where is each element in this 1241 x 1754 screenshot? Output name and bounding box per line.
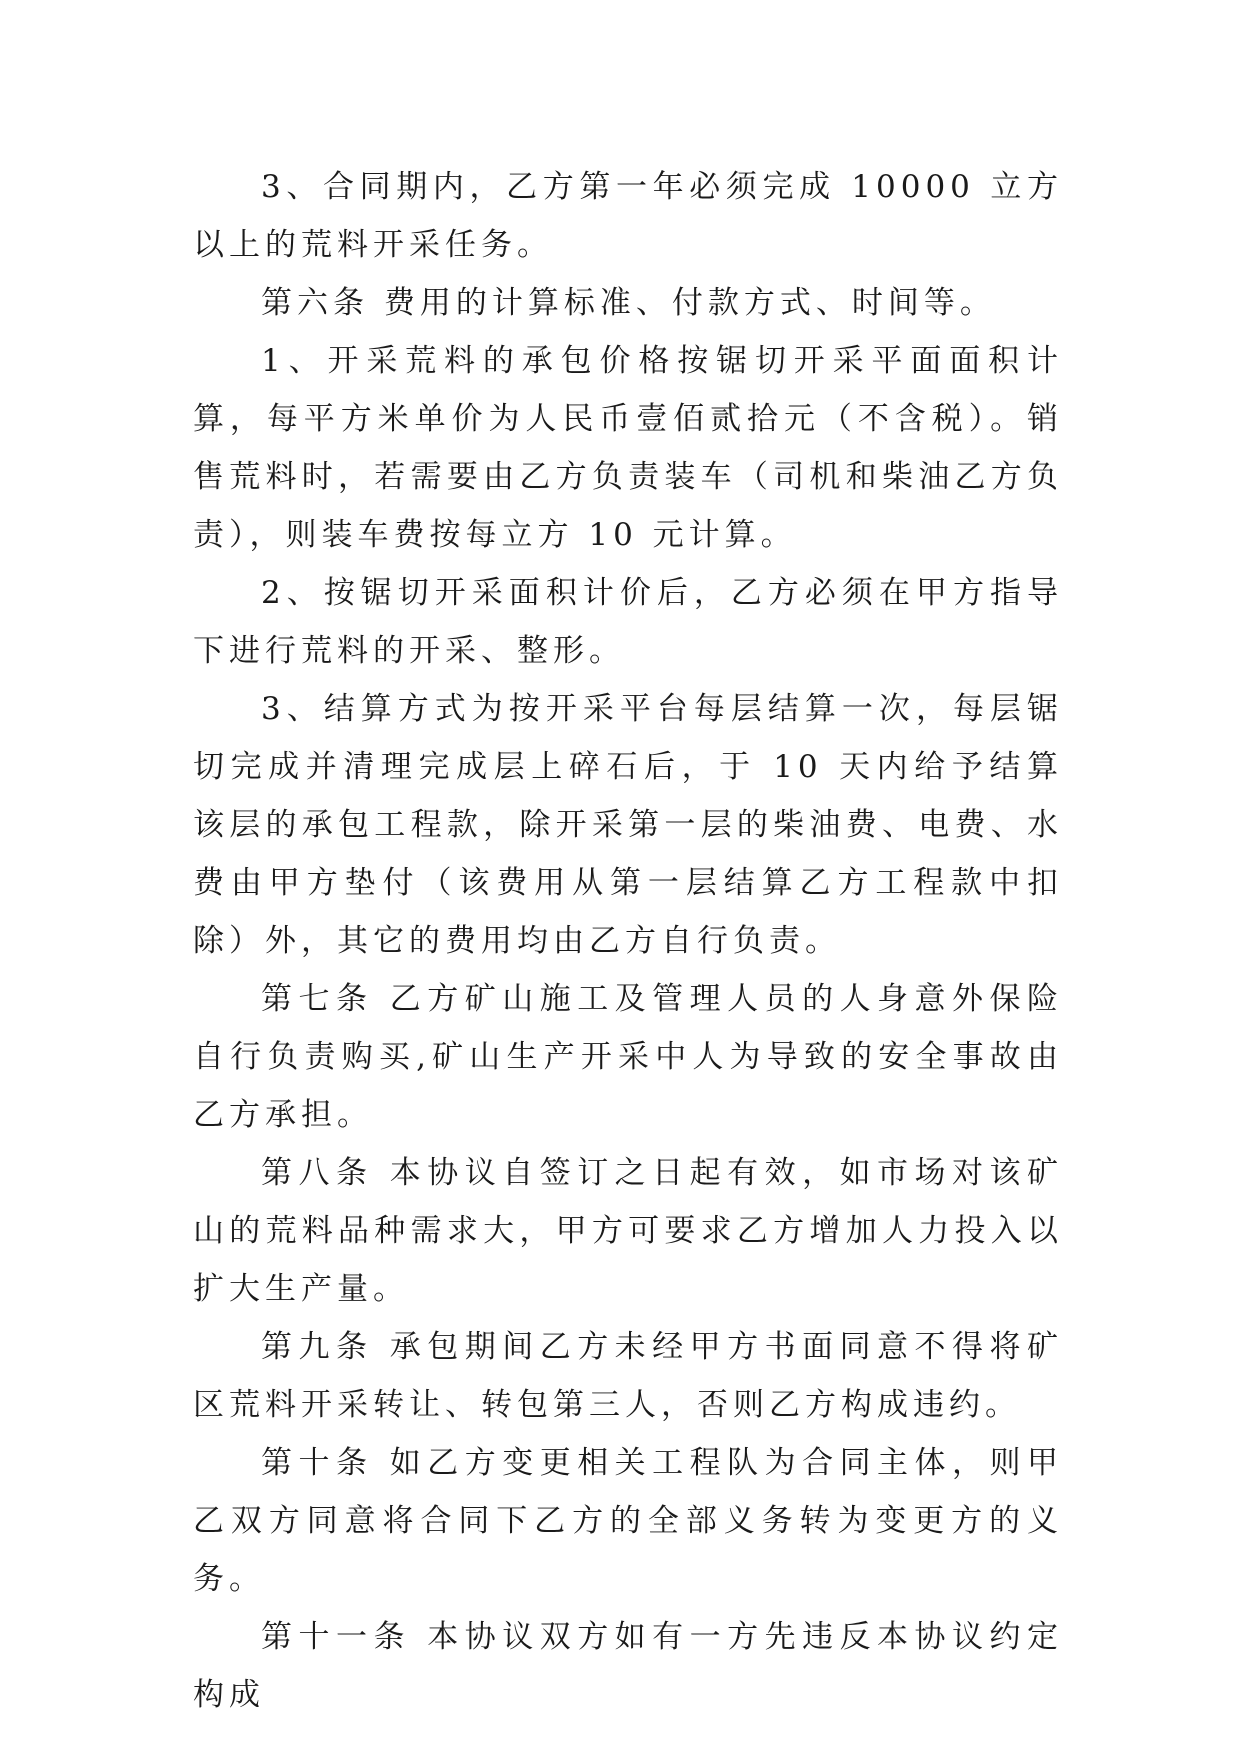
paragraph-article-9: 第九条 承包期间乙方未经甲方书面同意不得将矿区荒料开采转让、转包第三人，否则乙方构成违约。	[193, 1329, 1063, 1423]
paragraph-article-6-2: 2、按锯切开采面积计价后，乙方必须在甲方指导下进行荒料的开采、整形。	[193, 575, 1063, 669]
paragraph-clause-5-3: 3、合同期内，乙方第一年必须完成 10000 立方以上的荒料开采任务。	[193, 169, 1063, 263]
paragraph-article-11: 第十一条 本协议双方如有一方先违反本协议约定构成	[193, 1619, 1063, 1713]
paragraph-article-10: 第十条 如乙方变更相关工程队为合同主体，则甲乙双方同意将合同下乙方的全部义务转为变更方的义务。	[193, 1445, 1063, 1597]
document-body	[193, 158, 1063, 1724]
paragraph-article-6-3: 3、结算方式为按开采平台每层结算一次，每层锯切完成并清理完成层上碎石后，于 10 天内给予结算该层的承包工程款，除开采第一层的柴油费、电费、水费由甲方垫付（该费用从第一层结算乙方工程款中扣除）外，其它的费用均由乙方自行负责。	[193, 691, 1063, 959]
paragraph-article-6-1: 1、开采荒料的承包价格按锯切开采平面面积计算，每平方米单价为人民币壹佰贰拾元（不含税）。销售荒料时，若需要由乙方负责装车（司机和柴油乙方负责），则装车费按每立方 10 元计算。	[193, 343, 1063, 553]
paragraph-article-8: 第八条 本协议自签订之日起有效，如市场对该矿山的荒料品种需求大，甲方可要求乙方增加人力投入以扩大生产量。	[193, 1155, 1063, 1307]
paragraph-article-6-heading: 第六条 费用的计算标准、付款方式、时间等。	[261, 285, 996, 321]
paragraph-article-7: 第七条 乙方矿山施工及管理人员的人身意外保险自行负责购买,矿山生产开采中人为导致的安全事故由乙方承担。	[193, 981, 1063, 1133]
